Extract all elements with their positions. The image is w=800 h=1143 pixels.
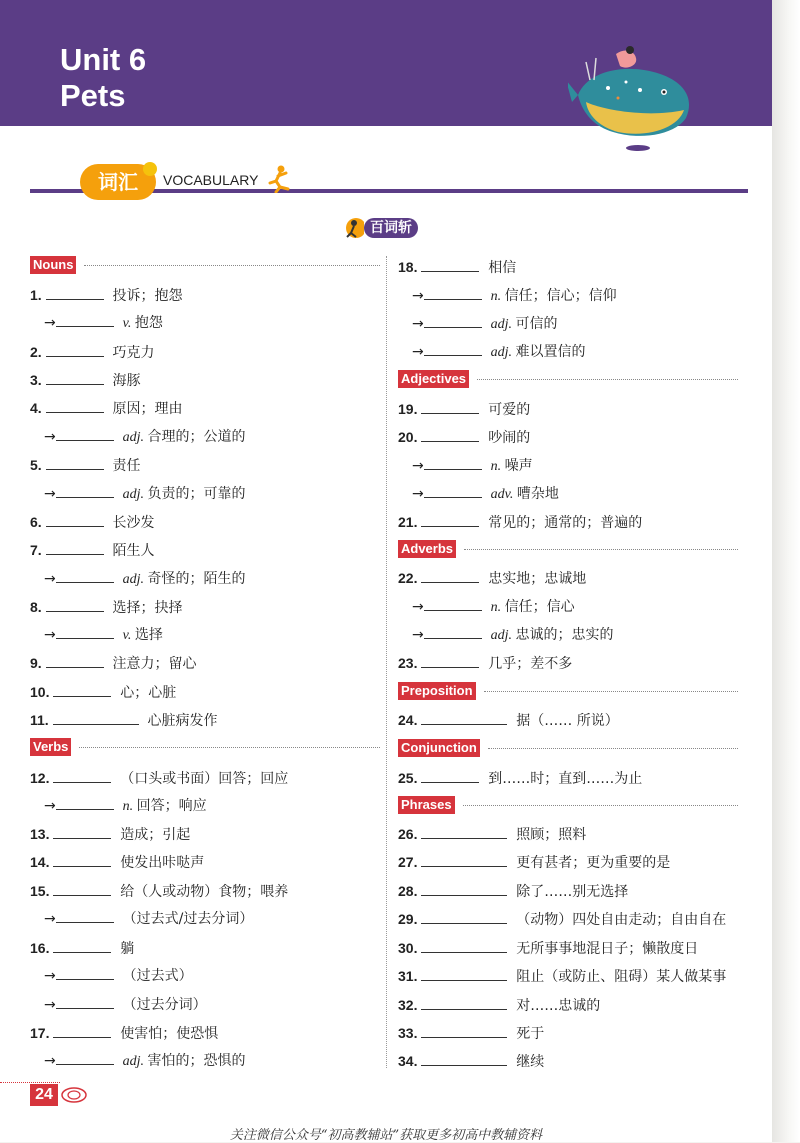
answer-blank[interactable] <box>421 909 507 924</box>
entry-meaning: 害怕的；恐惧的 <box>147 1053 246 1069</box>
answer-blank[interactable] <box>421 710 507 725</box>
vocab-entry <box>30 708 218 732</box>
answer-blank[interactable] <box>421 427 479 442</box>
arrow-icon: → <box>412 316 424 332</box>
entry-number: 28. <box>398 883 422 899</box>
entry-meaning: 心脏病发作 <box>147 713 218 729</box>
arrow-icon: → <box>44 968 56 984</box>
answer-blank[interactable] <box>424 596 482 611</box>
runner-icon <box>266 165 292 193</box>
entry-number: 1. <box>30 287 46 303</box>
answer-blank[interactable] <box>46 455 104 470</box>
part-of-speech: adj. <box>122 487 148 502</box>
entry-meaning: 继续 <box>516 1054 545 1070</box>
section-adverbs <box>398 537 738 563</box>
vocab-badge-dot <box>143 162 157 176</box>
entry-meaning: 使发出咔哒声 <box>120 855 205 871</box>
vocab-entry <box>30 822 190 846</box>
vocab-entry <box>30 936 134 960</box>
arrow-icon: → <box>44 486 56 502</box>
answer-blank[interactable] <box>421 938 507 953</box>
answer-blank[interactable] <box>46 653 104 668</box>
entry-number: 17. <box>30 1025 54 1041</box>
vocab-entry <box>398 425 530 449</box>
entry-meaning: 巧克力 <box>112 345 155 361</box>
vocab-entry <box>398 822 586 846</box>
page-number: 24 <box>30 1084 58 1106</box>
answer-blank[interactable] <box>421 399 479 414</box>
entry-meaning: 相信 <box>488 260 517 276</box>
entry-meaning: 嘈杂地 <box>516 486 559 502</box>
vocab-entry <box>30 651 196 675</box>
answer-blank[interactable] <box>56 994 114 1009</box>
vocab-entry <box>30 368 140 392</box>
part-of-speech: adv. <box>490 487 517 502</box>
vocab-entry <box>398 964 726 988</box>
entry-number: 21. <box>398 514 422 530</box>
vocab-entry <box>398 510 642 534</box>
answer-blank[interactable] <box>53 881 111 896</box>
flower-ornament-icon <box>60 1086 88 1104</box>
entry-number: 27. <box>398 854 422 870</box>
vocab-entry <box>30 396 182 420</box>
part-of-speech: adj. <box>490 317 516 332</box>
entry-number: 8. <box>30 599 46 615</box>
unit-number: Unit 6 <box>60 42 147 77</box>
entry-meaning: 心；心脏 <box>120 685 177 701</box>
entry-meaning: 奇怪的；陌生的 <box>147 571 246 587</box>
entry-number: 30. <box>398 940 422 956</box>
answer-blank[interactable] <box>46 540 104 555</box>
entry-meaning: 使害怕；使恐惧 <box>120 1026 219 1042</box>
arrow-icon: → <box>44 315 56 331</box>
entry-number: 33. <box>398 1025 422 1041</box>
answer-blank[interactable] <box>56 426 114 441</box>
entry-meaning: 造成；引起 <box>120 827 191 843</box>
arrow-icon: → <box>44 911 56 927</box>
footer-note: 关注微信公众号“初高教辅站”获取更多初高中教辅资料 <box>229 1128 543 1143</box>
entry-number: 26. <box>398 826 422 842</box>
reader-icon <box>342 216 364 240</box>
entry-meaning: 责任 <box>112 458 141 474</box>
entry-meaning: （过去式/过去分词） <box>122 911 254 927</box>
answer-blank[interactable] <box>46 285 104 300</box>
entry-number: 18. <box>398 259 422 275</box>
entry-meaning: 原因；理由 <box>112 401 183 417</box>
answer-blank[interactable] <box>421 881 507 896</box>
vocab-entry <box>30 510 154 534</box>
entry-number: 9. <box>30 655 46 671</box>
vocab-entry <box>30 1021 218 1045</box>
arrow-icon: → <box>44 627 56 643</box>
entry-meaning: 投诉；抱怨 <box>112 288 183 304</box>
vocab-entry <box>398 766 642 790</box>
section-label: Nouns <box>30 256 76 274</box>
entry-meaning: 可爱的 <box>488 402 531 418</box>
entry-meaning: 无所事事地混日子；懒散度日 <box>516 941 699 957</box>
entry-meaning: 陌生人 <box>112 543 155 559</box>
arrow-icon: → <box>44 571 56 587</box>
entry-meaning: 据（…… 所说） <box>516 713 619 729</box>
answer-blank[interactable] <box>421 1051 507 1066</box>
entry-meaning: 信任；信心 <box>504 599 575 615</box>
section-label: Conjunction <box>398 739 480 757</box>
part-of-speech: adj. <box>490 345 516 360</box>
section-dotted-rule <box>84 265 380 266</box>
vocab-entry <box>30 595 182 619</box>
vocab-entry <box>30 680 176 704</box>
vocab-entry <box>398 255 516 279</box>
vocab-label: VOCABULARY <box>163 172 262 188</box>
entry-meaning: 忠实地；忠诚地 <box>488 571 587 587</box>
vocab-entry <box>30 340 154 364</box>
vocab-entry <box>412 595 575 619</box>
entry-meaning: 到……时；直到……为止 <box>488 771 643 787</box>
vocab-entry <box>412 454 533 478</box>
entry-meaning: 负责的；可靠的 <box>147 486 246 502</box>
part-of-speech: v. <box>122 316 135 331</box>
vocab-entry <box>398 850 670 874</box>
entry-number: 19. <box>398 401 422 417</box>
vocab-entry <box>398 397 530 421</box>
entry-number: 2. <box>30 344 46 360</box>
entry-number: 5. <box>30 457 46 473</box>
section-dotted-rule <box>463 805 738 806</box>
answer-blank[interactable] <box>56 1050 114 1065</box>
answer-blank[interactable] <box>53 824 111 839</box>
entry-number: 7. <box>30 542 46 558</box>
entry-number: 6. <box>30 514 46 530</box>
entry-number: 3. <box>30 372 46 388</box>
vocab-entry <box>412 284 617 308</box>
answer-blank[interactable] <box>53 710 139 725</box>
vocab-badge: 词汇 <box>80 164 156 200</box>
entry-meaning: 长沙发 <box>112 515 155 531</box>
entry-meaning: 更有甚者；更为重要的是 <box>516 855 671 871</box>
answer-blank[interactable] <box>421 995 507 1010</box>
answer-blank[interactable] <box>421 1023 507 1038</box>
arrow-icon: → <box>412 486 424 502</box>
part-of-speech: adj. <box>122 430 148 445</box>
vocab-entry <box>412 623 614 647</box>
answer-blank[interactable] <box>46 342 104 357</box>
vocab-entry <box>44 1049 246 1073</box>
entry-number: 32. <box>398 997 422 1013</box>
entry-meaning: 信任；信心；信仰 <box>504 288 617 304</box>
answer-blank[interactable] <box>53 938 111 953</box>
vocab-entry <box>398 566 586 590</box>
arrow-icon: → <box>412 458 424 474</box>
entry-meaning: 回答；响应 <box>136 798 207 814</box>
entry-number: 4. <box>30 400 46 416</box>
section-dotted-rule <box>79 747 380 748</box>
entry-number: 13. <box>30 826 54 842</box>
vocab-entry <box>398 993 600 1017</box>
part-of-speech: n. <box>122 799 137 814</box>
answer-blank[interactable] <box>424 341 482 356</box>
answer-blank[interactable] <box>46 597 104 612</box>
entry-meaning: 难以置信的 <box>515 344 586 360</box>
entry-meaning: 吵闹的 <box>488 430 531 446</box>
vocab-entry <box>398 651 572 675</box>
entry-meaning: 照顾；照料 <box>516 827 587 843</box>
unit-title: Pets <box>60 78 126 113</box>
vocab-entry <box>44 482 246 506</box>
baicizhan-title: 百词斩 <box>364 218 418 238</box>
section-conjunction <box>398 736 738 762</box>
vocab-entry <box>30 850 204 874</box>
answer-blank[interactable] <box>424 483 482 498</box>
section-dotted-rule <box>464 549 738 550</box>
vocab-entry <box>412 482 559 506</box>
vocab-entry <box>412 312 558 336</box>
arrow-icon: → <box>412 627 424 643</box>
entry-meaning: 选择；抉择 <box>112 600 183 616</box>
part-of-speech: n. <box>490 600 505 615</box>
entry-meaning: （口头或书面）回答；回应 <box>120 771 289 787</box>
column-divider <box>386 256 387 1068</box>
answer-blank[interactable] <box>46 398 104 413</box>
entry-number: 34. <box>398 1053 422 1069</box>
entry-meaning: 噪声 <box>504 458 533 474</box>
answer-blank[interactable] <box>56 483 114 498</box>
entry-number: 24. <box>398 712 422 728</box>
entry-meaning: 几乎；差不多 <box>488 656 573 672</box>
section-nouns <box>30 253 380 279</box>
section-adjectives <box>398 367 738 393</box>
arrow-icon: → <box>44 798 56 814</box>
section-preposition <box>398 679 738 705</box>
entry-number: 11. <box>30 712 53 728</box>
vocab-entry <box>30 453 140 477</box>
section-phrases <box>398 793 738 819</box>
vocab-entry <box>44 964 193 988</box>
vocab-entry <box>30 879 288 903</box>
entry-number: 22. <box>398 570 422 586</box>
part-of-speech: adj. <box>122 1054 148 1069</box>
entry-meaning: 除了……别无选择 <box>516 884 629 900</box>
entry-number: 10. <box>30 684 54 700</box>
whale-illustration <box>568 40 698 155</box>
entry-number: 12. <box>30 770 54 786</box>
answer-blank[interactable] <box>421 852 507 867</box>
entry-number: 31. <box>398 968 422 984</box>
entry-meaning: 注意力；留心 <box>112 656 197 672</box>
arrow-icon: → <box>412 599 424 615</box>
section-dotted-rule <box>488 748 738 749</box>
vocab-entry <box>398 1021 544 1045</box>
entry-meaning: 给（人或动物）食物；喂养 <box>120 884 289 900</box>
part-of-speech: v. <box>122 628 135 643</box>
answer-blank[interactable] <box>421 966 507 981</box>
vocab-entry <box>44 907 253 931</box>
entry-number: 23. <box>398 655 422 671</box>
arrow-icon: → <box>44 1053 56 1069</box>
entry-meaning: 常见的；通常的；普遍的 <box>488 515 643 531</box>
entry-meaning: （过去分词） <box>122 997 207 1013</box>
entry-number: 14. <box>30 854 54 870</box>
vocab-entry <box>44 993 207 1017</box>
entry-number: 16. <box>30 940 54 956</box>
entry-meaning: （过去式） <box>122 968 193 984</box>
answer-blank[interactable] <box>53 768 111 783</box>
section-label: Adjectives <box>398 370 469 388</box>
entry-meaning: 合理的；公道的 <box>147 429 246 445</box>
section-label: Preposition <box>398 682 476 700</box>
part-of-speech: n. <box>490 289 505 304</box>
vocab-entry <box>30 766 288 790</box>
entry-meaning: 选择 <box>134 627 163 643</box>
vocab-entry <box>398 879 628 903</box>
answer-blank[interactable] <box>424 455 482 470</box>
answer-blank[interactable] <box>53 852 111 867</box>
vocab-entry <box>412 340 586 364</box>
section-label: Verbs <box>30 738 71 756</box>
part-of-speech: adj. <box>490 628 516 643</box>
vocab-entry <box>44 567 246 591</box>
vocab-entry <box>30 283 182 307</box>
vocab-entry <box>398 1049 544 1073</box>
vocab-entry <box>398 936 698 960</box>
answer-blank[interactable] <box>56 568 114 583</box>
page-edge <box>772 0 800 1142</box>
vocab-entry <box>44 311 163 335</box>
answer-blank[interactable] <box>421 568 479 583</box>
vocab-entry <box>44 794 207 818</box>
entry-number: 29. <box>398 911 422 927</box>
part-of-speech: adj. <box>122 572 148 587</box>
answer-blank[interactable] <box>421 512 479 527</box>
answer-blank[interactable] <box>56 965 114 980</box>
answer-blank[interactable] <box>421 257 479 272</box>
entry-meaning: （动物）四处自由走动；自由自在 <box>516 912 727 928</box>
entry-meaning: 海豚 <box>112 373 141 389</box>
entry-meaning: 阻止（或防止、阻碍）某人做某事 <box>516 969 727 985</box>
entry-meaning: 对……忠诚的 <box>516 998 601 1014</box>
answer-blank[interactable] <box>56 624 114 639</box>
arrow-icon: → <box>44 997 56 1013</box>
answer-blank[interactable] <box>424 313 482 328</box>
entry-number: 15. <box>30 883 54 899</box>
answer-blank[interactable] <box>421 653 479 668</box>
answer-blank[interactable] <box>46 512 104 527</box>
section-label: Phrases <box>398 796 455 814</box>
answer-blank[interactable] <box>56 312 114 327</box>
entry-meaning: 忠诚的；忠实的 <box>515 627 614 643</box>
entry-meaning: 抱怨 <box>134 315 163 331</box>
vocab-entry <box>44 425 246 449</box>
answer-blank[interactable] <box>53 682 111 697</box>
section-dotted-rule <box>484 691 738 692</box>
answer-blank[interactable] <box>421 768 479 783</box>
answer-blank[interactable] <box>53 1023 111 1038</box>
entry-meaning: 可信的 <box>515 316 558 332</box>
arrow-icon: → <box>412 344 424 360</box>
answer-blank[interactable] <box>56 795 114 810</box>
section-label: Adverbs <box>398 540 456 558</box>
answer-blank[interactable] <box>424 285 482 300</box>
section-dotted-rule <box>477 379 738 380</box>
section-verbs <box>30 735 380 761</box>
vocab-entry <box>398 907 726 931</box>
answer-blank[interactable] <box>424 624 482 639</box>
entry-number: 20. <box>398 429 422 445</box>
entry-meaning: 死于 <box>516 1026 545 1042</box>
vocab-entry <box>44 623 163 647</box>
entry-number: 25. <box>398 770 422 786</box>
answer-blank[interactable] <box>421 824 507 839</box>
vocab-entry <box>398 708 619 732</box>
answer-blank[interactable] <box>46 370 104 385</box>
entry-meaning: 躺 <box>120 941 135 957</box>
arrow-icon: → <box>412 288 424 304</box>
arrow-icon: → <box>44 429 56 445</box>
answer-blank[interactable] <box>56 908 114 923</box>
vocab-entry <box>30 538 154 562</box>
part-of-speech: n. <box>490 459 505 474</box>
